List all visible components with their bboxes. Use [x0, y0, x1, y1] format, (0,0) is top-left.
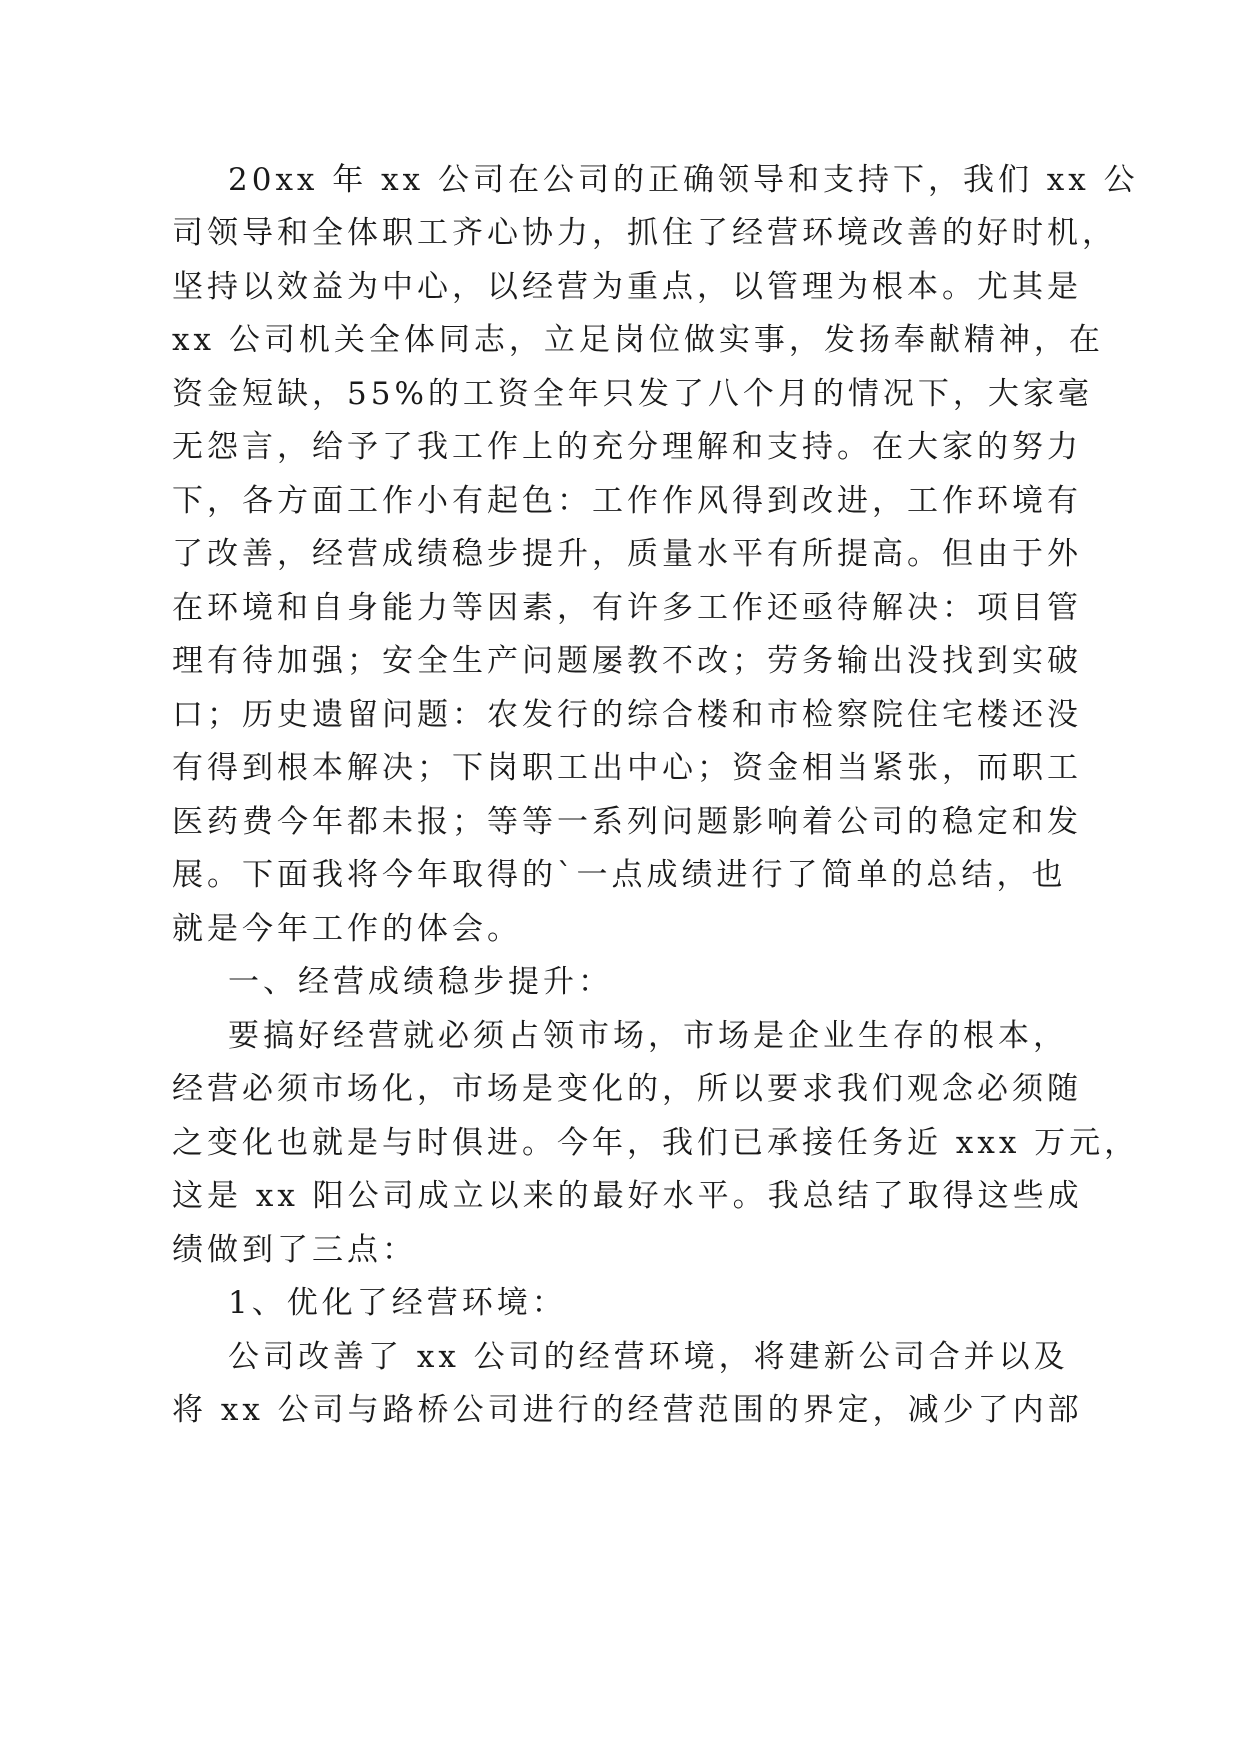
text-line: 口；历史遗留问题：农发行的综合楼和市检察院住宅楼还没 — [172, 697, 1082, 733]
text-line: 有得到根本解决；下岗职工出中心；资金相当紧张，而职工 — [172, 750, 1082, 786]
text-line: 展。下面我将今年取得的`一点成绩进行了简单的总结，也 — [172, 857, 1067, 893]
text-line: 下，各方面工作小有起色：工作作风得到改进，工作环境有 — [172, 483, 1082, 519]
text-line: 要搞好经营就必须占领市场，市场是企业生存的根本， — [228, 1018, 1068, 1054]
text-line: 理有待加强；安全生产问题屡教不改；劳务输出没找到实破 — [172, 643, 1082, 679]
text-line: 资金短缺，55%的工资全年只发了八个月的情况下，大家毫 — [172, 376, 1093, 412]
text-line: 就是今年工作的体会。 — [172, 911, 522, 947]
text-line: 司领导和全体职工齐心协力，抓住了经营环境改善的好时机， — [172, 215, 1117, 251]
text-line: 这是 xx 阳公司成立以来的最好水平。我总结了取得这些成 — [172, 1178, 1083, 1214]
text-line: 20xx 年 xx 公司在公司的正确领导和支持下，我们 xx 公 — [228, 162, 1139, 198]
text-line: 经营必须市场化，市场是变化的，所以要求我们观念必须随 — [172, 1071, 1082, 1107]
text-line: 公司改善了 xx 公司的经营环境，将建新公司合并以及 — [228, 1339, 1069, 1375]
text-line: 绩做到了三点： — [172, 1232, 417, 1268]
text-line: 了改善，经营成绩稳步提升，质量水平有所提高。但由于外 — [172, 536, 1082, 572]
text-line: 医药费今年都未报；等等一系列问题影响着公司的稳定和发 — [172, 804, 1082, 840]
text-line: xx 公司机关全体同志，立足岗位做实事，发扬奉献精神，在 — [172, 322, 1104, 358]
text-line: 无怨言，给予了我工作上的充分理解和支持。在大家的努力 — [172, 429, 1082, 465]
text-line: 将 xx 公司与路桥公司进行的经营范围的界定，减少了内部 — [172, 1392, 1083, 1428]
text-line: 坚持以效益为中心，以经营为重点，以管理为根本。尤其是 — [172, 269, 1082, 305]
text-line: 之变化也就是与时俱进。今年，我们已承接任务近 xxx 万元， — [172, 1125, 1140, 1161]
section-heading: 一、经营成绩稳步提升： — [228, 964, 613, 1000]
subsection-heading: 1、优化了经营环境： — [228, 1285, 567, 1321]
text-line: 在环境和自身能力等因素，有许多工作还亟待解决：项目管 — [172, 590, 1082, 626]
